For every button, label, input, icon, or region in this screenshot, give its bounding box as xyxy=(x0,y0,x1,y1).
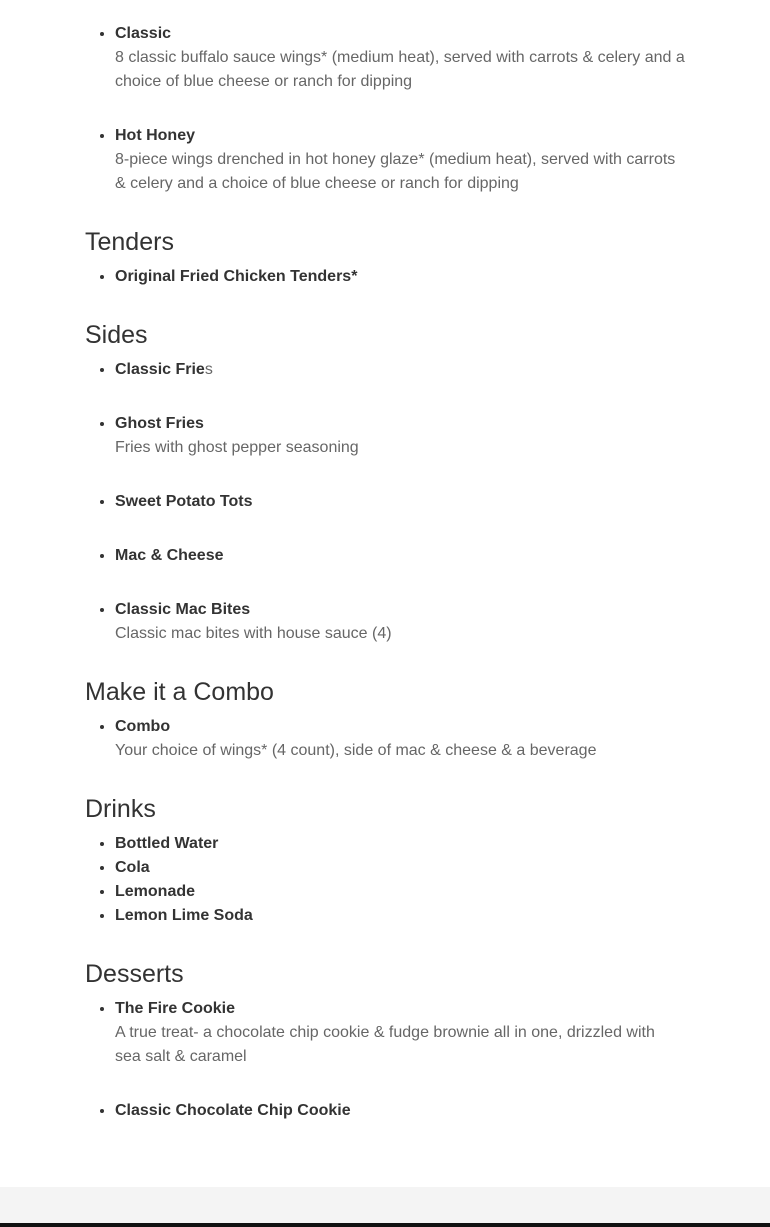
menu-item xyxy=(115,880,685,904)
menu-item xyxy=(115,1099,685,1123)
menu-item xyxy=(115,358,685,382)
item-name: • Ghost Fries xyxy=(115,415,204,432)
menu-item xyxy=(115,832,685,856)
item-description: Classic mac bites with house sauce (4) xyxy=(115,625,392,642)
tenders-list xyxy=(85,265,685,289)
item-name-suffix: s xyxy=(204,361,213,378)
item-description: A true treat- a chocolate chip cookie & fudge brownie all in one, drizzled with sea salt & caramel xyxy=(115,1024,655,1065)
menu-item xyxy=(115,598,685,646)
section-heading-desserts: Desserts xyxy=(85,960,184,988)
item-name: • The Fire Cookie xyxy=(115,1000,236,1017)
menu-item xyxy=(115,265,685,289)
section-heading-combo: Make it a Combo xyxy=(85,678,274,706)
item-name: • Classic Mac Bites xyxy=(115,601,251,618)
menu-item xyxy=(115,22,685,94)
item-name xyxy=(115,358,685,382)
drinks-list xyxy=(85,832,685,928)
item-name: • Classic Chocolate Chip Cookie xyxy=(115,1102,351,1119)
item-name-text: Classic Frie xyxy=(115,361,205,378)
item-name: • Lemonade xyxy=(115,883,196,900)
item-name: • Classic xyxy=(115,25,172,42)
item-name: • Combo xyxy=(115,718,171,735)
section-heading-drinks: Drinks xyxy=(85,795,156,823)
menu-item xyxy=(115,412,685,460)
menu-item xyxy=(115,904,685,928)
footer-band xyxy=(0,1187,770,1223)
section-heading-tenders: Tenders xyxy=(85,228,174,256)
item-name: • Cola xyxy=(115,859,150,876)
menu-item xyxy=(115,715,685,763)
item-name: • Sweet Potato Tots xyxy=(115,493,253,510)
item-name: • Bottled Water xyxy=(115,835,219,852)
wings-list xyxy=(85,22,685,196)
item-name: • Mac & Cheese xyxy=(115,547,224,564)
combo-list xyxy=(85,715,685,763)
item-description: Fries with ghost pepper seasoning xyxy=(115,439,359,456)
menu-item xyxy=(115,544,685,568)
menu-item xyxy=(115,997,685,1069)
sides-list xyxy=(85,358,685,646)
footer-divider xyxy=(0,1223,770,1227)
menu-item xyxy=(115,856,685,880)
item-name: • Hot Honey xyxy=(115,127,195,144)
item-name: • Original Fried Chicken Tenders* xyxy=(115,268,358,285)
desserts-list xyxy=(85,997,685,1123)
item-description: 8-piece wings drenched in hot honey glaze* (medium heat), served with carrots & celery and a choice of blue cheese or ranch for dipping xyxy=(115,151,676,192)
menu-item xyxy=(115,490,685,514)
item-description: Your choice of wings* (4 count), side of mac & cheese & a beverage xyxy=(115,742,597,759)
item-name: • Lemon Lime Soda xyxy=(115,907,253,924)
menu-item xyxy=(115,124,685,196)
item-description: 8 classic buffalo sauce wings* (medium heat), served with carrots & celery and a choice of blue cheese or ranch for dipping xyxy=(115,49,685,90)
section-heading-sides: Sides xyxy=(85,321,148,349)
